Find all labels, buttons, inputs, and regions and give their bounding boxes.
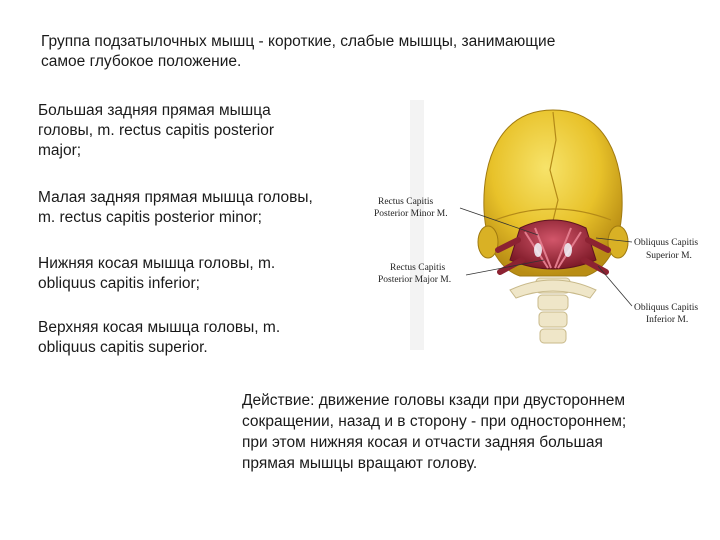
action-line: при этом нижняя косая и отчасти задняя большая [242, 434, 603, 451]
spine-shape [510, 278, 596, 343]
muscle-item-rectus-minor [38, 188, 368, 228]
muscle-line: Нижняя косая мышца головы, m. [38, 255, 276, 272]
skull-muscles-illustration [370, 100, 710, 370]
muscle-line: m. rectus capitis posterior minor; [38, 209, 262, 226]
svg-text:Rectus Capitis: Rectus Capitis [390, 263, 446, 273]
intro-line: самое глубокое положение. [41, 53, 242, 70]
mastoid-left [478, 226, 498, 258]
muscle-item-rectus-major [38, 101, 338, 161]
muscle-item-obliquus-inferior [38, 254, 338, 294]
mastoid-right [608, 226, 628, 258]
muscle-line: головы, m. rectus capitis posterior [38, 122, 275, 139]
action-line: Действие: движение головы кзади при двустороннем [242, 392, 626, 409]
action-line: сокращении, назад и в сторону - при одностороннем; [242, 413, 627, 430]
svg-text:Obliquus Capitis: Obliquus Capitis [634, 238, 699, 248]
background-shade [410, 100, 424, 350]
muscle-line: major; [38, 142, 82, 159]
action-line: прямая мышцы вращают голову. [242, 455, 478, 472]
svg-text:Obliquus Capitis: Obliquus Capitis [634, 303, 699, 313]
muscle-item-obliquus-superior [38, 318, 358, 358]
muscle-line: Верхняя косая мышца головы, m. [38, 319, 281, 336]
svg-text:Rectus Capitis: Rectus Capitis [378, 197, 434, 207]
muscle-line: obliquus capitis superior. [38, 339, 208, 356]
svg-text:Posterior Major M.: Posterior Major M. [378, 275, 452, 285]
muscle-line: Малая задняя прямая мышца головы, [38, 189, 313, 206]
action-text [242, 390, 692, 474]
leader-line [598, 266, 632, 306]
svg-text:Superior M.: Superior M. [646, 251, 692, 261]
muscle-line: obliquus capitis inferior; [38, 275, 200, 292]
intro-text [41, 32, 661, 72]
svg-text:Inferior M.: Inferior M. [646, 315, 689, 325]
intro-line: Группа подзатылочных мышц - короткие, слабые мышцы, занимающие [41, 33, 556, 50]
muscle-line: Большая задняя прямая мышца [38, 102, 271, 119]
svg-text:Posterior Minor M.: Posterior Minor M. [374, 209, 448, 219]
label-obliquus-inferior [598, 266, 698, 325]
